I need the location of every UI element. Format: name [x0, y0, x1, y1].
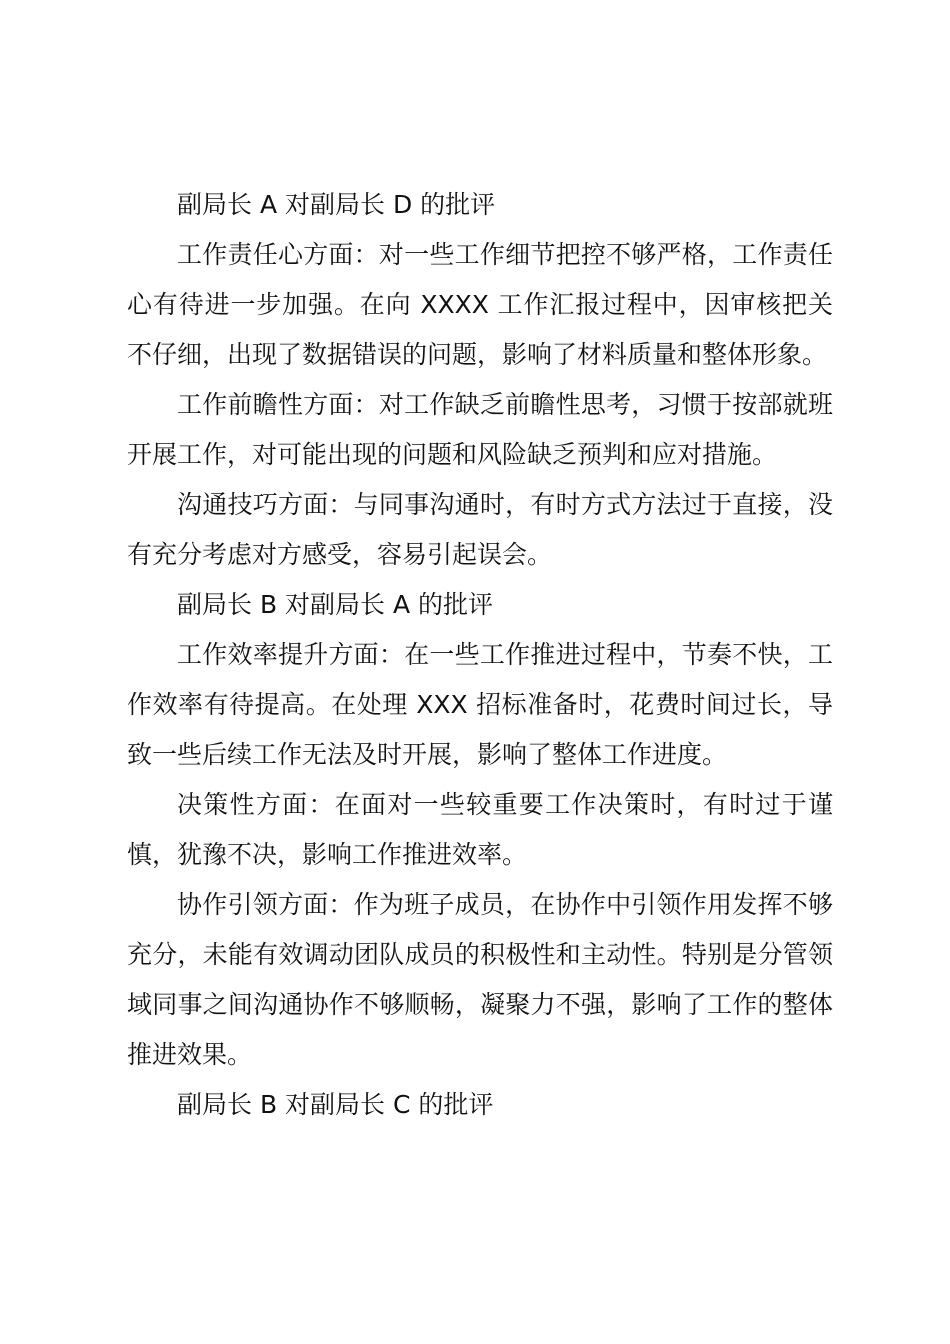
paragraph: 工作前瞻性方面：对工作缺乏前瞻性思考，习惯于按部就班开展工作，对可能出现的问题和风险缺乏预判和应对措施。	[127, 390, 833, 469]
section-heading: 副局长 B 对副局长 C 的批评	[177, 1090, 494, 1119]
paragraph: 沟通技巧方面：与同事沟通时，有时方式方法过于直接，没有充分考虑对方感受，容易引起误会。	[127, 490, 833, 569]
section-heading: 副局长 A 对副局长 D 的批评	[177, 190, 496, 219]
paragraph: 决策性方面：在面对一些较重要工作决策时，有时过于谨慎，犹豫不决，影响工作推进效率。	[127, 790, 833, 869]
paragraph: 工作效率提升方面：在一些工作推进过程中，节奏不快，工作效率有待提高。在处理 XXX 招标准备时，花费时间过长，导致一些后续工作无法及时开展，影响了整体工作进度。	[127, 640, 833, 769]
document-body	[127, 180, 833, 1130]
paragraph: 工作责任心方面：对一些工作细节把控不够严格，工作责任心有待进一步加强。在向 XXXX 工作汇报过程中，因审核把关不仔细，出现了数据错误的问题，影响了材料质量和整体形象。	[127, 240, 833, 369]
section-heading: 副局长 B 对副局长 A 的批评	[177, 590, 494, 619]
paragraph: 协作引领方面：作为班子成员，在协作中引领作用发挥不够充分，未能有效调动团队成员的积极性和主动性。特别是分管领域同事之间沟通协作不够顺畅，凝聚力不强，影响了工作的整体推进效果。	[127, 890, 833, 1069]
